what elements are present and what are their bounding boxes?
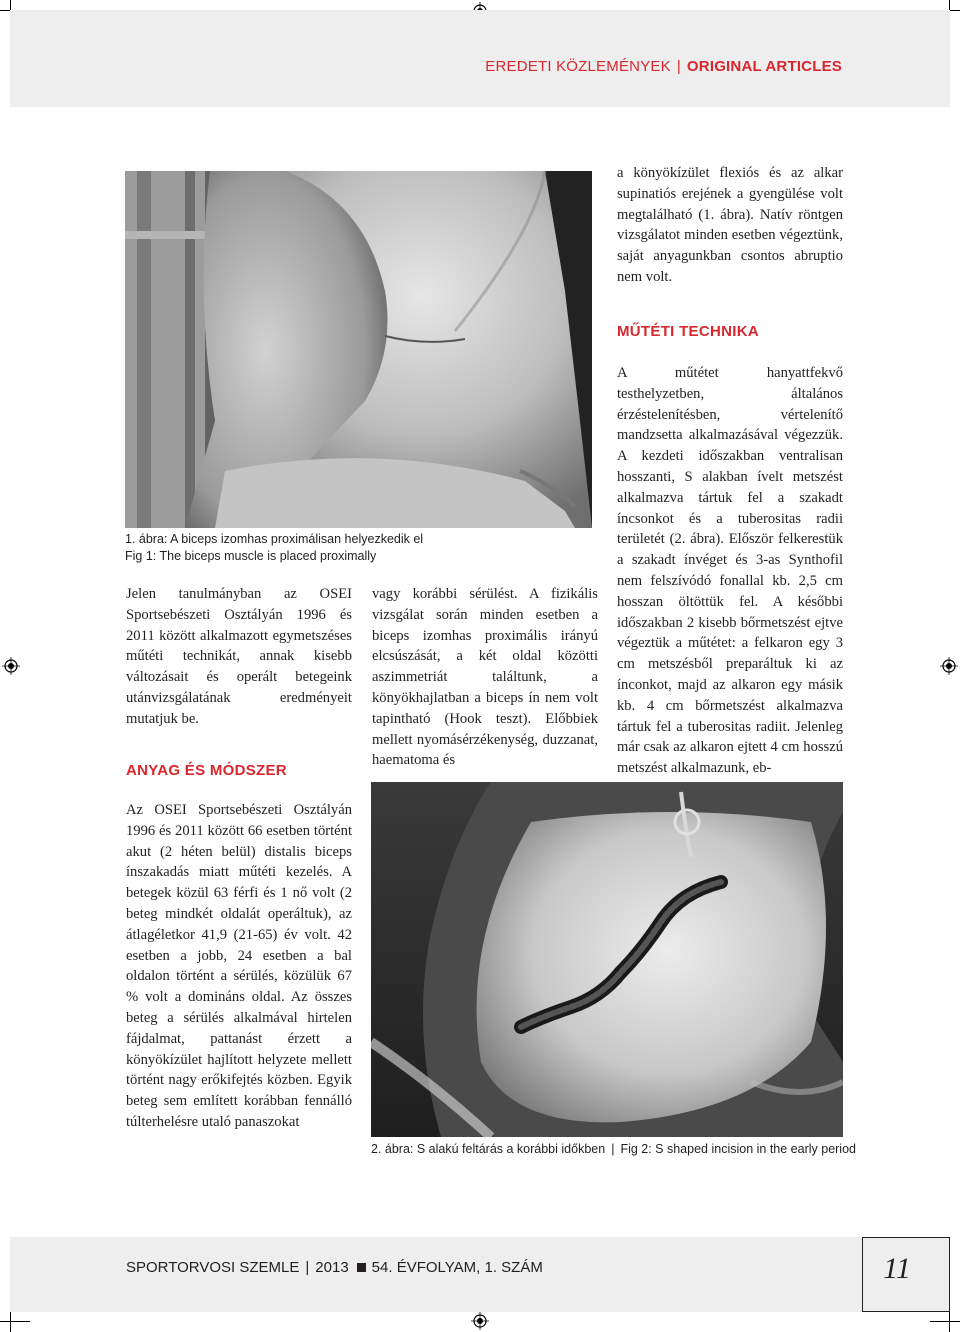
registration-mark-icon xyxy=(940,657,958,675)
figure2-caption xyxy=(371,1141,856,1158)
journal-title: SPORTORVOSI SZEMLE xyxy=(126,1259,300,1276)
header-separator: | xyxy=(676,58,681,75)
figure2-caption-hu: 2. ábra: S alakú feltárás a korábbi időkben xyxy=(371,1142,606,1156)
journal-year: 2013 xyxy=(315,1259,349,1276)
crop-mark xyxy=(0,1321,30,1322)
registration-mark-icon xyxy=(2,657,20,675)
square-bullet-icon xyxy=(357,1263,366,1272)
running-header xyxy=(485,58,842,75)
section-heading-surgical-technique: MŰTÉTI TECHNIKA xyxy=(617,323,759,340)
methods-paragraph: Az OSEI Sportsebészeti Osztályán 1996 és 2011 között 66 esetben történt akut (2 héten belül) distalis biceps ínszakadás miatt műtéti kezelés. A betegek közül 63 férfi és 1 nő volt (2 beteg mindkét oldalát operáltuk), az átlagéletkor 41,9 (21-65) év volt. 42 esetben a jobb, 24 esetben a bal oldalon történt a sérülés, közülük 67 % volt a domináns oldal. Az összes beteg a sérülés alkalmával hirtelen fájdalmat, pattanást érzett a könyökízület hajlított helyzete mellett történt nagy erőkifejtés közben. Egyik beteg sem említett korábban fennálló túlterhelésre utaló panaszokat xyxy=(126,802,352,1130)
technique-paragraph: A műtétet hanyattfekvő testhelyzetben, általános érzéstelenítésben, vértelenítő mandzsetta alkalmazásával végezzük. A kezdeti időszakban ventralisan hosszanti, S alakban ívelt metszést alkalmazva tártuk fel a szakadt íncsonkot és a tuberositas radii területét (2. ábra). Először felkerestük a szakadt ínvéget és 3-as Synthofil nem felszívódó fonallal kb. 2,5 cm hosszan öltöttük fel. A későbbi időszakban 2 kisebb bőrmetszést ejtve végeztük a műtétet: a felkaron egy 3 cm metszésből preparáltuk ki az ínconkot, majd az alkaron egy másik kb. 4 cm bőrmetszést alkalmazva tártuk fel a tuberositas radiit. Jelenleg már csak az alkaron ejtett 4 cm hosszú metszést alkalmazunk, eb- xyxy=(617,365,843,777)
journal-volume: 54. ÉVFOLYAM, 1. SZÁM xyxy=(371,1259,543,1276)
crop-mark xyxy=(930,1321,960,1322)
section-heading-materials-methods: ANYAG ÉS MÓDSZER xyxy=(126,762,287,779)
registration-mark-icon xyxy=(471,1312,489,1330)
figure2-incision-image xyxy=(371,782,843,1137)
section-title-hu: EREDETI KÖZLEMÉNYEK xyxy=(485,58,671,75)
figure1-arm-image xyxy=(125,171,592,528)
figure2-photo xyxy=(371,782,843,1137)
footer-separator: | xyxy=(305,1259,310,1276)
column-2-paragraph: vagy korábbi sérülést. A fizikális vizsgálat során minden esetben a biceps izomhas proximális irányú elcsúszását, a két oldal közötti aszimmetriát találtunk, a könyökhajlatban a biceps ín nem volt tapintható (Hook teszt). Előbbiek mellett nyomásérzékenység, duzzanat, haematoma és xyxy=(372,586,598,769)
caption-separator: | xyxy=(611,1142,615,1156)
figure1-caption-hu: 1. ábra: A biceps izomhas proximálisan helyezkedik el xyxy=(125,532,424,546)
figure1-photo xyxy=(125,171,592,528)
figure2-caption-en: Fig 2: S shaped incision in the early period xyxy=(620,1142,856,1156)
section-title-en: ORIGINAL ARTICLES xyxy=(686,58,842,75)
intro-paragraph: Jelen tanulmányban az OSEI Sportsebészeti Osztályán 1996 és 2011 között alkalmazott egymetszéses műtéti technikát, annak kisebb változásait és operált betegeink utánvizsgálatának eredményeit mutatjuk be. xyxy=(126,586,352,727)
column-3-text xyxy=(617,363,843,779)
column-2-text xyxy=(372,584,598,771)
column-1-methods xyxy=(126,800,352,1133)
figure1-caption xyxy=(125,531,545,565)
column-3-top-paragraph: a könyökízület flexiós és az alkar supinatiós erejének a gyengülése volt megtalálható (1. ábra). Natív röntgen vizsgálatot minden esetben végeztünk, saját anyagunkban csontos abruptio nem volt. xyxy=(617,165,843,285)
column-1-intro xyxy=(126,584,352,730)
figure1-caption-en: Fig 1: The biceps muscle is placed proximally xyxy=(125,549,377,563)
page-number: 11 xyxy=(883,1252,911,1285)
column-3-top xyxy=(617,163,843,288)
running-footer xyxy=(126,1259,543,1276)
